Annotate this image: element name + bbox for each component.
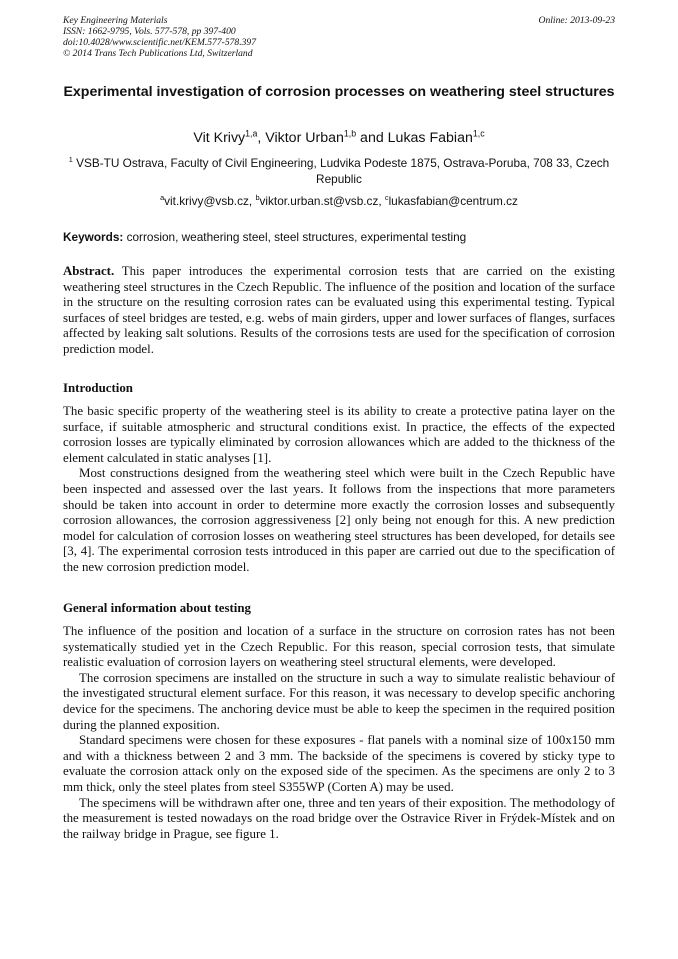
online-date: Online: 2013-09-23 [538, 15, 615, 26]
author-affiliation-mark: 1,c [472, 128, 485, 139]
author-list [63, 129, 615, 147]
author-name: Viktor Urban [265, 130, 344, 146]
keywords [63, 229, 615, 245]
email-link[interactable]: vit.krivy@vsb.cz, [164, 194, 256, 208]
email-link[interactable]: lukasfabian@centrum.cz [388, 194, 518, 208]
abstract-text: This paper introduces the experimental corrosion tests that are carried on the existing weathering steel structures in the Czech Republic. The influence of the position and location of the surface in the structure on the resulting corrosion rates can be evaluated using this experimental testing. Typical surfaces of steel bridges are tested, e.g. webs of main girders, upper and lower surfaces of flanges, surfaces affected by leaking salt solutions. Results of the corrosions tests are used for the specification of corrosion prediction model. [63, 264, 615, 356]
paragraph: Standard specimens were chosen for these exposures - flat panels with a nominal size of 100x150 mm and with a thickness between 2 and 3 mm. The backside of the specimens is covered by sticky type to evaluate the corrosion attack only on the exposed side of the specimen. As the specimens are only 2 to 3 mm thick, only the steel plates from steel S355WP (Corten A) may be used. [63, 733, 615, 794]
paper-title: Experimental investigation of corrosion processes on weathering steel structures [63, 84, 615, 100]
affiliation-mark: 1 [68, 155, 73, 165]
introduction-body [63, 404, 615, 576]
author-separator: , [257, 130, 266, 146]
section-heading-general-information: General information about testing [63, 601, 251, 615]
paragraph: Most constructions designed from the weathering steel which were built in the Czech Republic have been inspected and assessed over the last years. It follows from the inspections that more parameters should be taken into account in order to determine more exactly the corrosion losses and subsequently corrosion allowances, the corrosion aggressiveness [2] only being not enough for this. A new prediction model for calculation of corrosion losses on weathering steel structures has been developed, for details see [3, 4]. The experimental corrosion tests introduced in this paper are carried out due to the specification of the new corrosion prediction model. [63, 466, 615, 574]
paragraph: The corrosion specimens are installed on the structure in such a way to simulate realistic behaviour of the investigated structural element surface. For this reason, it was necessary to develop specific anchoring device for the specimens. The anchoring device must be able to keep the specimen in the required position during the planned exposition. [63, 670, 615, 732]
journal-name: Key Engineering Materials [63, 15, 168, 26]
author-affiliation-mark: 1,b [343, 128, 357, 139]
email-mark: a [160, 193, 165, 203]
journal-header [63, 15, 615, 59]
general-information-body [63, 624, 615, 842]
section-heading-introduction: Introduction [63, 381, 133, 395]
paragraph: The influence of the position and location of a surface in the structure on corrosion rates has not been systematically studied yet in the Czech Republic. For this reason, special corrosion tests, that simulate realistic evaluation of corrosion layers on weathering steel structural elements, were developed. [63, 624, 615, 670]
affiliation-text: VSB-TU Ostrava, Faculty of Civil Engineering, Ludvika Podeste 1875, Ostrava-Poruba, 708 33, Czech Republic [72, 156, 610, 186]
journal-issn: ISSN: 1662-9795, Vols. 577-578, pp 397-400 [63, 26, 236, 37]
keywords-text: corrosion, weathering steel, steel structures, experimental testing [123, 230, 467, 244]
author-emails [63, 193, 615, 209]
abstract-label: Abstract. [63, 264, 115, 278]
email-mark: c [384, 193, 389, 203]
author-name: Lukas Fabian [387, 130, 473, 146]
author-separator: and [356, 130, 388, 146]
paragraph: The specimens will be withdrawn after one, three and ten years of their exposition. The methodology of the measurement is tested nowadays on the road bridge over the Ostravice River in Frýdek-Místek and on the railway bridge in Prague, see figure 1. [63, 795, 615, 841]
email-mark: b [255, 193, 260, 203]
abstract [63, 264, 615, 358]
email-link[interactable]: viktor.urban.st@vsb.cz, [259, 194, 385, 208]
paragraph: The basic specific property of the weathering steel is its ability to create a protective patina layer on the surface, if suitable atmospheric and structural conditions exist. In practice, the effects of the expected corrosion losses are typically eliminated by corrosion allowances which are added to the thickness of the element calculated in static analyses [1]. [63, 404, 615, 465]
author-affiliation-mark: 1,a [245, 128, 258, 139]
journal-doi: doi:10.4028/www.scientific.net/KEM.577-578.397 [63, 37, 257, 48]
journal-copyright: © 2014 Trans Tech Publications Ltd, Switzerland [63, 48, 253, 59]
keywords-label: Keywords: [63, 230, 124, 244]
affiliation [63, 155, 615, 187]
author-name: Vit Krivy [193, 130, 246, 146]
